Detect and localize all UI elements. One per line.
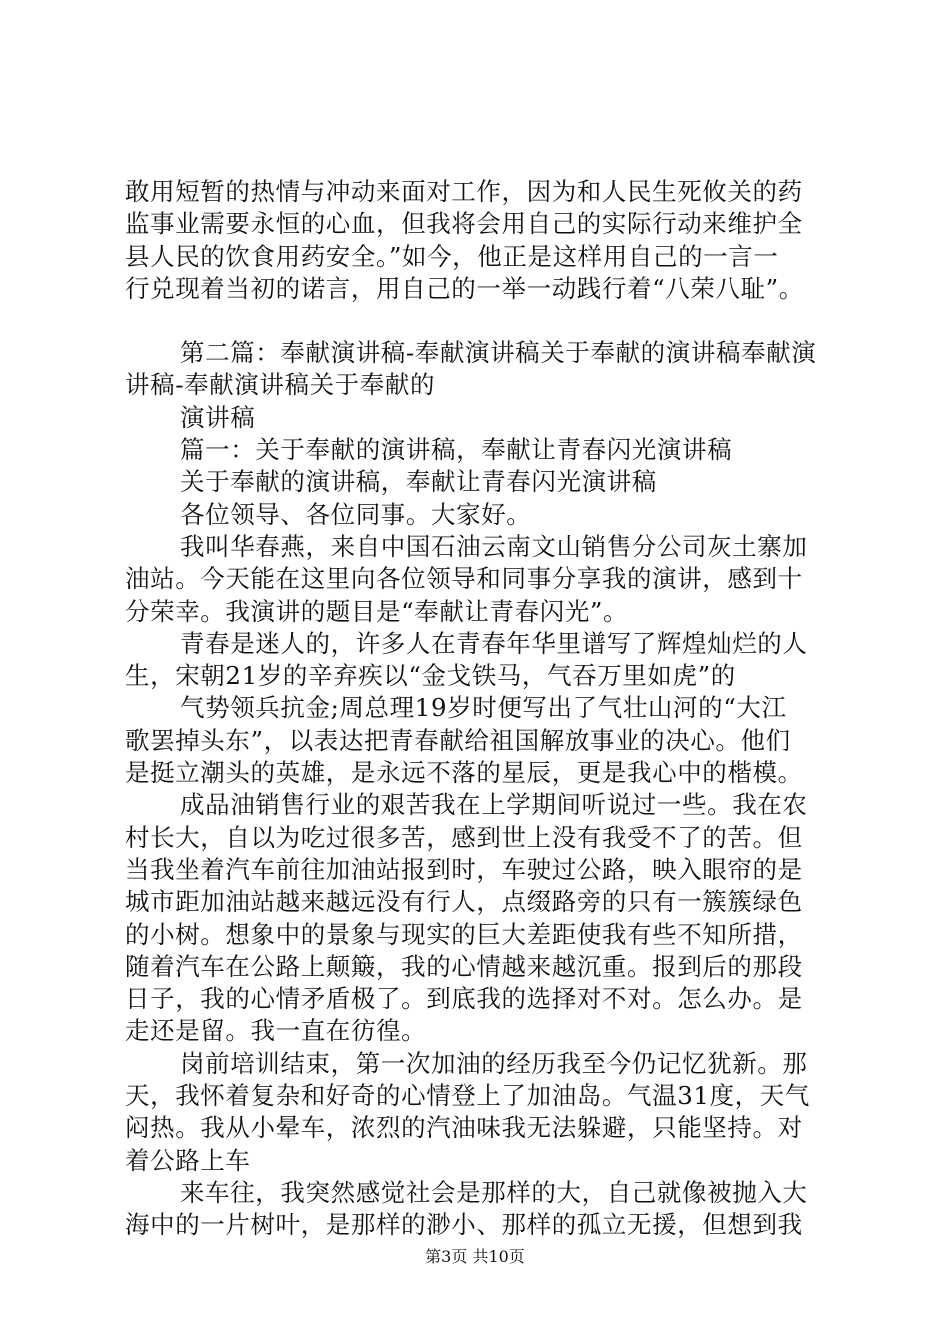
- text-line: 是挺立潮头的英雄，是永远不落的星辰，更是我心中的楷模。: [125, 758, 803, 788]
- text-line: 成品油销售行业的艰苦我在上学期间听说过一些。我在农: [180, 790, 808, 820]
- text-line: 监事业需要永恒的心血，但我将会用自己的实际行动来维护全: [125, 209, 803, 239]
- text-line: 关于奉献的演讲稿，奉献让青春闪光演讲稿: [180, 467, 657, 497]
- page-footer: 第3页 共10页: [425, 1247, 525, 1266]
- text-line: 当我坐着汽车前往加油站报到时，车驶过公路，映入眼帘的是: [125, 854, 803, 884]
- text-line: 篇一：关于奉献的演讲稿，奉献让青春闪光演讲稿: [180, 435, 733, 465]
- text-line: 天，我怀着复杂和好奇的心情登上了加油岛。气温31度，天气: [125, 1081, 810, 1111]
- text-line: 来车往，我突然感觉社会是那样的大，自己就像被抛入大: [180, 1177, 808, 1207]
- text-line: 走还是留。我一直在彷徨。: [125, 1016, 427, 1046]
- text-line: 敢用短暂的热情与冲动来面对工作，因为和人民生死攸关的药: [125, 177, 803, 206]
- text-line: 各位领导、各位同事。大家好。: [180, 499, 532, 529]
- paragraph-gap: [125, 305, 835, 337]
- text-line: 城市距加油站越来越远没有行人，点缀路旁的只有一簇簇绿色: [125, 887, 803, 917]
- section-heading-cont: 讲稿-奉献演讲稿关于奉献的: [125, 370, 436, 400]
- text-line: 歌罢掉头东”，以表达把青春献给祖国解放事业的决心。他们: [125, 725, 791, 755]
- text-line: 岗前培训结束，第一次加油的经历我至今仍记忆犹新。那: [180, 1048, 808, 1078]
- text-line: 村长大，自以为吃过很多苦，感到世上没有我受不了的苦。但: [125, 822, 803, 852]
- text-line: 油站。今天能在这里向各位领导和同事分享我的演讲，感到十: [125, 564, 803, 594]
- text-line: 我叫华春燕，来自中国石油云南文山销售分公司灰土寨加: [180, 531, 808, 561]
- text-line: 生，宋朝21岁的辛弃疾以“金戈铁马，气吞万里如虎”的: [125, 661, 736, 691]
- text-line: 着公路上车: [125, 1145, 251, 1175]
- text-line: 青春是迷人的，许多人在青春年华里谱写了辉煌灿烂的人: [180, 628, 808, 658]
- text-line: 分荣幸。我演讲的题目是“奉献让青春闪光”。: [125, 596, 629, 626]
- text-line: 随着汽车在公路上颠簸，我的心情越来越沉重。报到后的那段: [125, 951, 803, 981]
- body-text: [125, 176, 835, 1242]
- text-line: 县人民的饮食用药安全。”如今，他正是这样用自己的一言一: [125, 241, 779, 271]
- text-line: 闷热。我从小晕车，浓烈的汽油味我无法躲避，只能坚持。对: [125, 1113, 803, 1143]
- text-line: 海中的一片树叶，是那样的渺小、那样的孤立无援，但想到我: [125, 1210, 803, 1240]
- text-line: 演讲稿: [180, 402, 256, 432]
- section-heading: 第二篇：奉献演讲稿-奉献演讲稿关于奉献的演讲稿奉献演: [180, 338, 817, 368]
- text-line: 日子，我的心情矛盾极了。到底我的选择对不对。怎么办。是: [125, 984, 803, 1014]
- text-line: 行兑现着当初的诺言，用自己的一举一动践行着“八荣八耻”。: [125, 273, 804, 303]
- text-line: 的小树。想象中的景象与现实的巨大差距使我有些不知所措，: [125, 919, 803, 949]
- text-line: 气势领兵抗金;周总理19岁时便写出了气壮山河的“大江: [180, 693, 787, 723]
